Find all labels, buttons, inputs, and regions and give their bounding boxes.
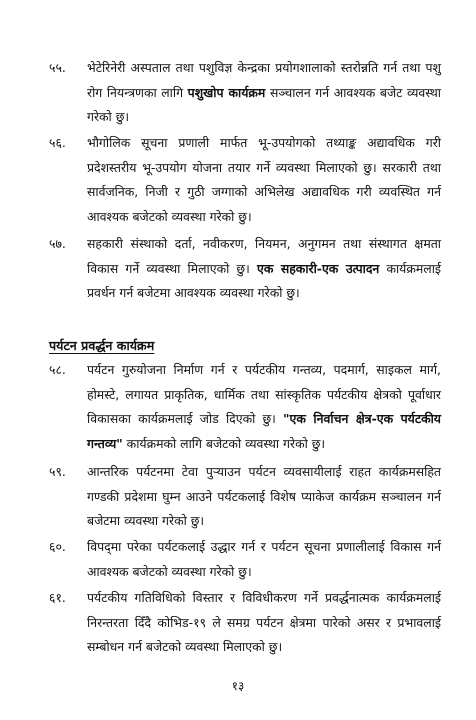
paragraph-number: ६१. (49, 590, 66, 605)
paragraph-57 (49, 232, 441, 306)
page-number: १३ (231, 679, 245, 693)
paragraph-59 (49, 460, 441, 534)
paragraph-text: विपद्‌मा परेका पर्यटकलाई उद्धार गर्न र पर्यटन सूचना प्रणालीलाई विकास गर्न आवश्यक बजेटको व्यवस्था गरेको छु। (87, 539, 441, 579)
paragraph-number: ६०. (49, 539, 66, 554)
paragraph-55 (49, 56, 441, 130)
paragraph-60 (49, 535, 441, 584)
paragraph-text: पर्यटकीय गतिविधिको विस्तार र विविधीकरण गर्ने प्रवर्द्धनात्मक कार्यक्रमलाई निरन्तरता दिँदै कोभिड-१९ ले समग्र पर्यटन क्षेत्रमा पारेको असर र प्रभावलाई सम्बोधन गर्न बजेटको व्यवस्था मिलाएको छु। (87, 590, 441, 654)
paragraph-61 (49, 586, 441, 660)
paragraph-number: ५९. (49, 464, 66, 479)
paragraph-text: आन्तरिक पर्यटनमा टेवा पुर्‍याउन पर्यटन व्यवसायीलाई राहत कार्यक्रमसहित गण्डकी प्रदेशमा घुम्न आउने पर्यटकलाई विशेष प्याकेज कार्यक्रम सञ्चालन गर्न बजेटमा व्यवस्था गरेको छु। (87, 464, 441, 528)
paragraph-text: सहकारी संस्थाको दर्ता, नवीकरण, नियमन, अनुगमन तथा संस्थागत क्षमता विकास गर्ने व्यवस्था मिलाएको छु। एक सहकारी-एक उत्पादन कार्यक्रमलाई प्रवर्धन गर्न बजेटमा आवश्यक व्यवस्था गरेको छु। (87, 236, 441, 300)
paragraph-58 (49, 358, 441, 456)
paragraph-56 (49, 131, 441, 229)
paragraph-text: भौगोलिक सूचना प्रणाली मार्फत भू-उपयोगको तथ्याङ्क अद्यावधिक गरी प्रदेशस्तरीय भू-उपयोग योजना तयार गर्ने व्यवस्था मिलाएको छु। सरकारी तथा सार्वजनिक, निजी र गुठी जग्गाको अभिलेख अद्यावधिक गरी व्यवस्थित गर्न आवश्यक बजेटको व्यवस्था गरेको छु। (87, 135, 441, 224)
paragraph-number: ५६. (49, 135, 66, 150)
paragraph-number: ५८. (49, 362, 66, 377)
section-heading: पर्यटन प्रवर्द्धन कार्यक्रम (49, 338, 155, 353)
paragraph-text: पर्यटन गुरुयोजना निर्माण गर्न र पर्यटकीय गन्तव्य, पदमार्ग, साइकल मार्ग, होमस्टे, लगायत प्राकृतिक, धार्मिक तथा सांस्कृतिक पर्यटकीय क्षेत्रको पूर्वाधार विकासका कार्यक्रमलाई जोड दिएको छु। "एक निर्वाचन क्षेत्र-एक पर्यटकीय गन्तव्य" कार्यक्रमको लागि बजेटको व्यवस्था गरेको छु। (87, 362, 441, 451)
paragraph-text: भेटेरिनेरी अस्पताल तथा पशुविज्ञ केन्द्रका प्रयोगशालाको स्तरोन्नति गर्न तथा पशु रोग नियन्त्रणका लागि पशुखोप कार्यक्रम सञ्चालन गर्न आवश्यक बजेट व्यवस्था गरेको छु। (87, 60, 442, 124)
paragraph-number: ५५. (49, 60, 66, 75)
paragraph-number: ५७. (49, 236, 66, 251)
